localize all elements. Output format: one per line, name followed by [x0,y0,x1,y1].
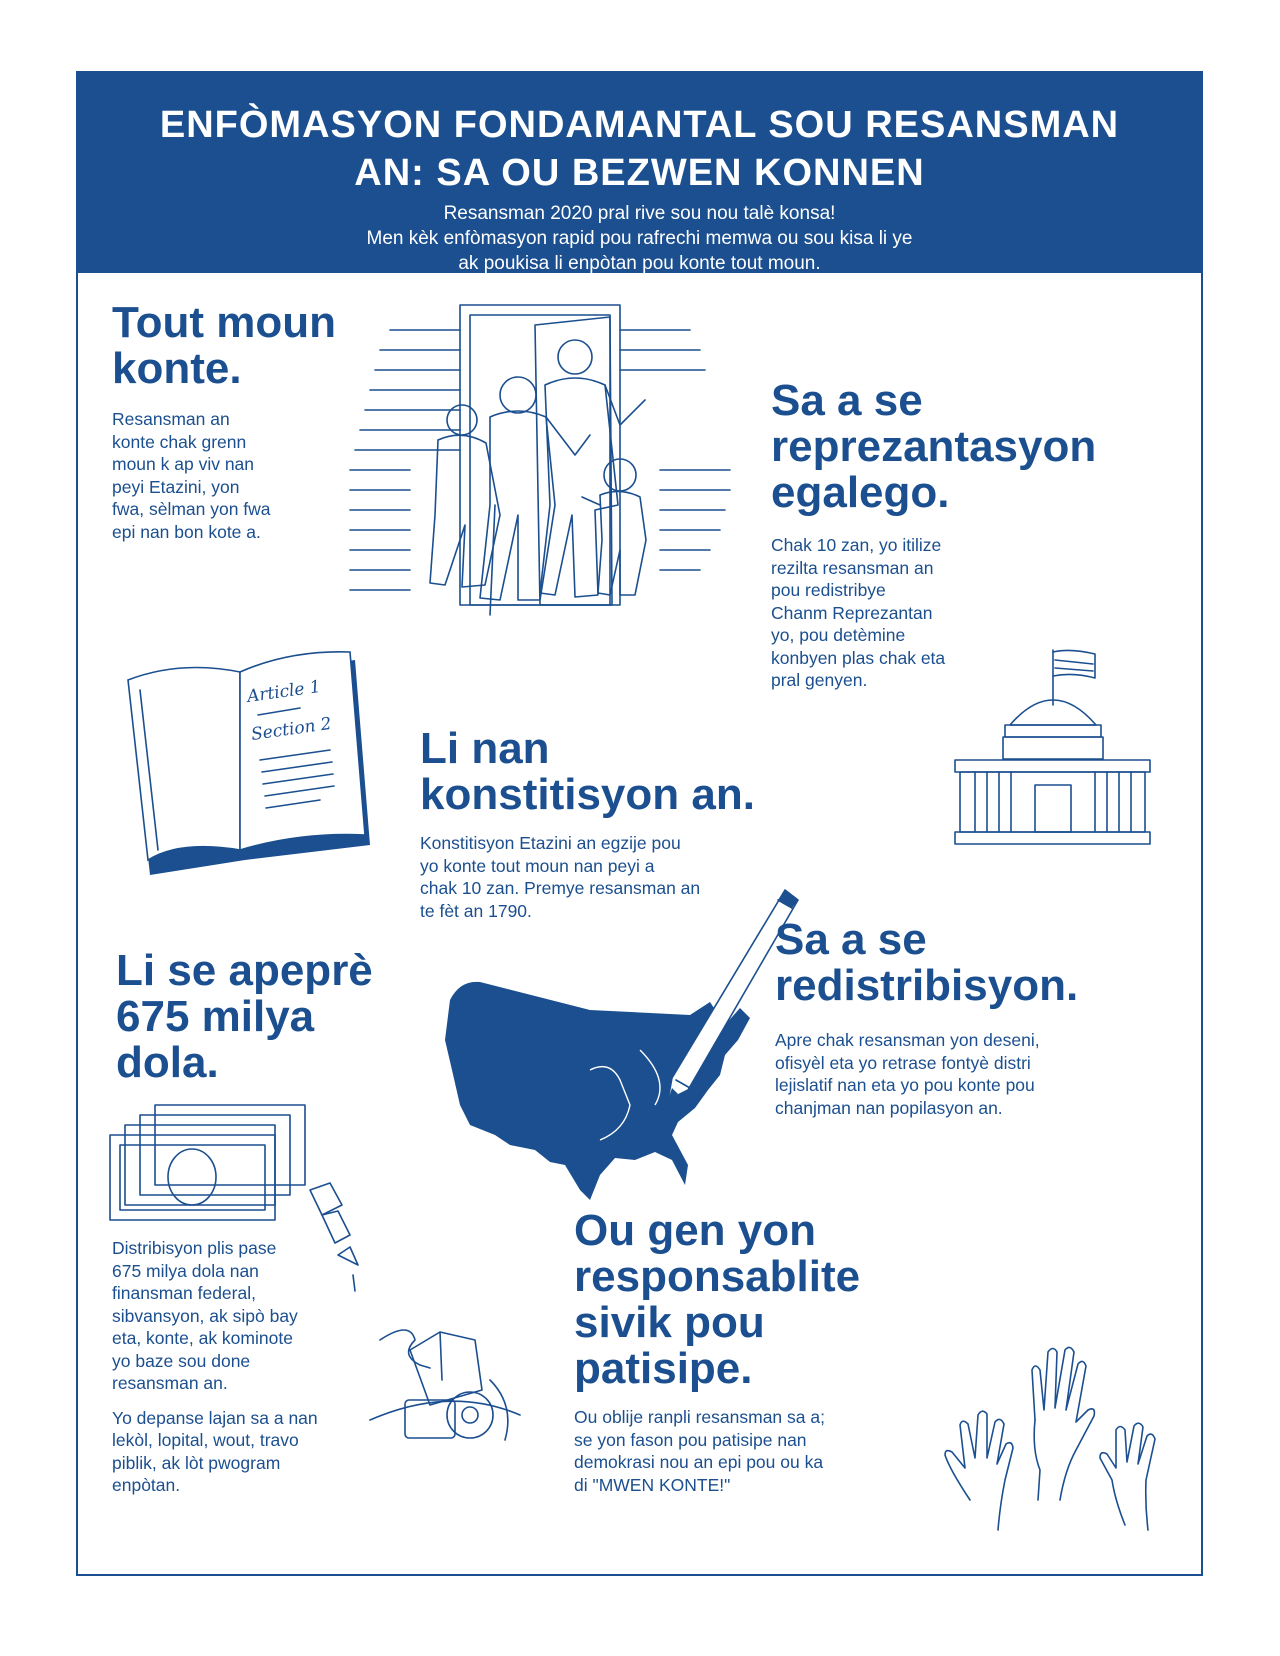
body-line: Distribisyon plis pase [112,1238,277,1258]
subtitle-line-2: Men kèk enfòmasyon rapid pou rafrechi memwa ou sou kisa li ye [366,228,913,249]
capitol-building-icon [955,650,1155,850]
section-money [116,948,373,1086]
redistricting-title [775,917,1078,1009]
everyone-title-line: Tout moun [112,298,336,347]
body-line: yo, pou detèmine [771,625,906,645]
body-line: sibvansyon, ak sipò bay [112,1305,298,1326]
civic-title-line: patisipe. [574,1344,753,1393]
body-line: demokrasi nou an epi pou ou ka [574,1452,824,1472]
civic-title-line: responsablite [574,1252,861,1301]
raised-hands-icon [940,1340,1160,1540]
road-roller-icon [370,1320,530,1460]
body-line: chanjman nan popilasyon an. [775,1097,1003,1118]
constitution-title-line: konstitisyon an. [420,770,755,819]
section-civic [574,1208,860,1496]
body-line: eta, konte, ak kominote [112,1328,293,1348]
body-line: pral genyen. [771,670,868,690]
civic-body [574,1406,860,1496]
everyone-body [112,408,336,543]
body-line: peyi Etazini, yon [112,476,240,497]
everyone-title [112,300,336,392]
body-line: lejislatif nan eta yo pou konte pou [775,1075,1035,1095]
body-line: ofisyèl eta yo retrase fontyè distri [775,1052,1031,1073]
constitution-title-line: Li nan [420,724,550,773]
body-line: 675 milya dola nan [112,1260,259,1281]
body-line: konbyen plas chak eta [771,647,946,668]
body-line: te fèt an 1790. [420,900,532,921]
book-article-label: Article 1 [245,676,322,707]
body-line: epi nan bon kote a. [112,521,261,542]
body-line: Konstitisyon Etazini an egzije pou [420,833,681,853]
civic-title-line: Ou gen yon [574,1206,816,1255]
title-line-1: ENFÒMASYON FONDAMANTAL SOU RESANSMAN [159,104,1120,146]
money-body-1 [112,1237,318,1395]
money-title-line: dola. [116,1038,219,1087]
everyone-title-line: konte. [112,344,242,393]
subtitle-line-3: ak poukisa li enpòtan pou konte tout moun. [458,253,821,274]
body-line: yo konte tout moun nan peyi a [420,855,655,876]
body-line: konte chak grenn [112,431,247,452]
body-line: Apre chak resansman yon deseni, [775,1030,1040,1050]
representation-title-line: reprezantasyon [771,422,1097,471]
page-title [76,71,1203,197]
body-line: Ou oblije ranpli resansman sa a; [574,1407,825,1427]
body-line: enpòtan. [112,1475,181,1495]
money-title [116,948,373,1086]
money-title-line: Li se apeprè [116,946,373,995]
body-line: di "MWEN KONTE!" [574,1474,731,1495]
subtitle-line-1: Resansman 2020 pral rive sou nou talè konsa! [443,203,836,224]
body-line: Chak 10 zan, yo itilize [771,535,942,555]
redistricting-body [775,1029,1078,1119]
body-line: moun k ap viv nan [112,454,255,474]
body-line: Resansman an [112,409,230,429]
constitution-title [420,726,755,818]
body-line: se yon fason pou patisipe nan [574,1429,807,1450]
family-illustration-icon [350,305,730,635]
civic-title [574,1208,860,1392]
body-line: Yo depanse lajan sa a nan [112,1407,318,1428]
representation-title [771,378,1096,516]
redistricting-title-line: redistribisyon. [775,961,1079,1010]
money-title-line: 675 milya [116,992,315,1041]
title-line-2: AN: SA OU BEZWEN KONNEN [354,152,925,194]
header-subtitle [76,201,1203,276]
open-book-icon [120,660,370,880]
money-body-2 [112,1407,318,1497]
body-line: finansman federal, [112,1283,256,1303]
section-redistricting [775,917,1078,1119]
body-line: Chanm Reprezantan [771,602,933,623]
body-line: yo baze sou done [112,1350,251,1371]
redistricting-title-line: Sa a se [775,915,927,964]
body-line: resansman an. [112,1373,228,1393]
body-line: rezilta resansman an [771,557,934,578]
body-line: piblik, ak lòt pwogram [112,1452,281,1473]
body-line: chak 10 zan. Premye resansman an [420,878,701,898]
header-banner [76,71,1203,273]
body-line: pou redistribye [771,580,886,600]
representation-title-line: egalego. [771,468,950,517]
section-representation [771,378,1096,692]
money-body [112,1237,318,1497]
body-line: lekòl, lopital, wout, travo [112,1430,299,1450]
body-line: fwa, sèlman yon fwa [112,499,271,519]
representation-title-line: Sa a se [771,376,923,425]
civic-title-line: sivik pou [574,1298,765,1347]
book-section-label: Section 2 [249,713,333,745]
section-everyone-counts [112,300,336,543]
